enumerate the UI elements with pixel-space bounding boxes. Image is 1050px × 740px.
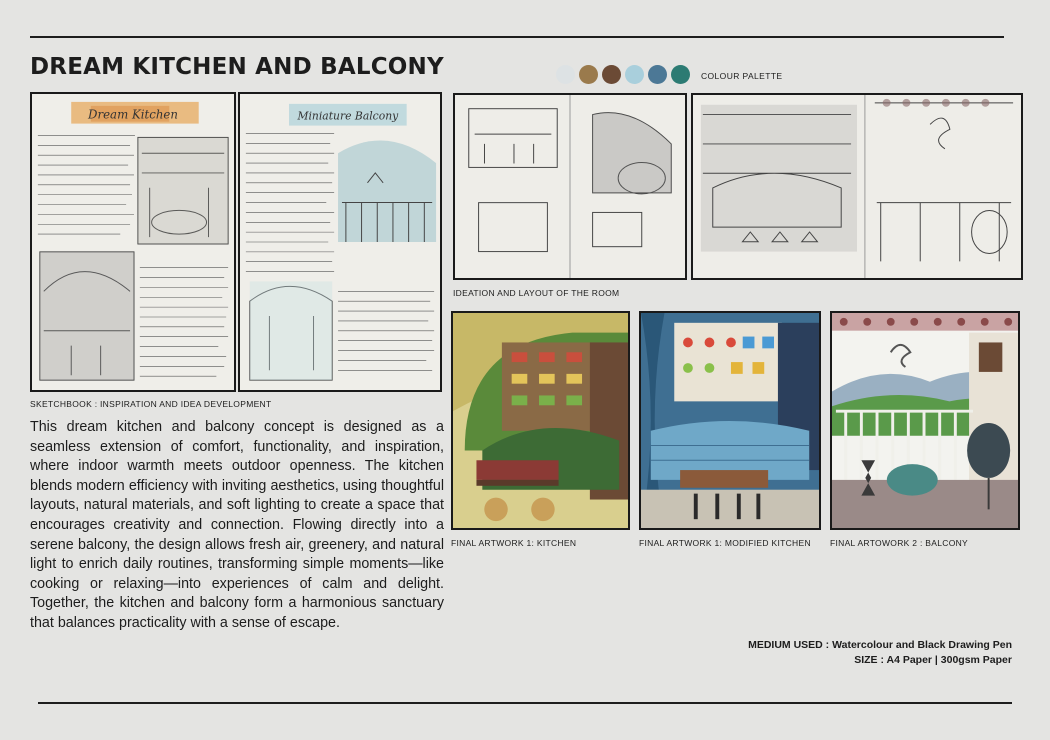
paper-size: SIZE : A4 Paper | 300gsm Paper bbox=[854, 654, 1012, 666]
artwork-caption-balcony: FINAL ARTOWORK 2 : BALCONY bbox=[830, 538, 969, 548]
palette-label: COLOUR PALETTE bbox=[701, 71, 783, 81]
palette-swatch bbox=[625, 65, 644, 84]
palette-swatch bbox=[602, 65, 621, 84]
medium-info bbox=[748, 638, 1012, 668]
top-divider bbox=[30, 36, 1004, 38]
page-title: DREAM KITCHEN AND BALCONY bbox=[30, 54, 444, 80]
sketch-heading-kitchen: Dream Kitchen bbox=[88, 107, 178, 122]
colour-palette bbox=[556, 65, 690, 84]
medium-used: MEDIUM USED : Watercolour and Black Drawing Pen bbox=[748, 639, 1012, 651]
final-artwork-kitchen bbox=[451, 311, 630, 530]
artwork-caption-kitchen: FINAL ARTWORK 1: KITCHEN bbox=[451, 538, 577, 548]
sketchbook-caption: SKETCHBOOK : INSPIRATION AND IDEA DEVELOPMENT bbox=[30, 399, 272, 409]
ideation-sketch-1 bbox=[453, 93, 687, 280]
palette-swatch bbox=[671, 65, 690, 84]
ideation-sketch-2 bbox=[691, 93, 1023, 280]
sketchbook-page-balcony bbox=[238, 92, 442, 392]
ideation-caption: IDEATION AND LAYOUT OF THE ROOM bbox=[453, 288, 620, 298]
project-description: This dream kitchen and balcony concept is designed as a seamless extension of comfort, functionality, and inspiration, where indoor warmth meets outdoor openness. The kitchen blends modern efficiency with inviting aesthetics, using thoughtful layouts, natural materials, and soft lighting to create a space that encourages creativity and connection. Flowing directly into a serene balcony, the design allows fresh air, greenery, and natural light to enrich daily routines, transforming simple moments—like cooking or relaxing—into experiences of calm and delight. Together, the kitchen and balcony form a harmonious sanctuary that balances practicality with a sense of escape. bbox=[30, 419, 444, 631]
sketchbook-page-kitchen bbox=[30, 92, 236, 392]
final-artwork-modified-kitchen bbox=[639, 311, 821, 530]
artwork-caption-modified-kitchen: FINAL ARTWORK 1: MODIFIED KITCHEN bbox=[639, 538, 811, 548]
sketch-heading-balcony: Miniature Balcony bbox=[297, 109, 399, 123]
palette-swatch bbox=[648, 65, 667, 84]
final-artwork-balcony bbox=[830, 311, 1020, 530]
palette-swatch bbox=[579, 65, 598, 84]
palette-swatch bbox=[556, 65, 575, 84]
bottom-divider bbox=[38, 702, 1012, 704]
